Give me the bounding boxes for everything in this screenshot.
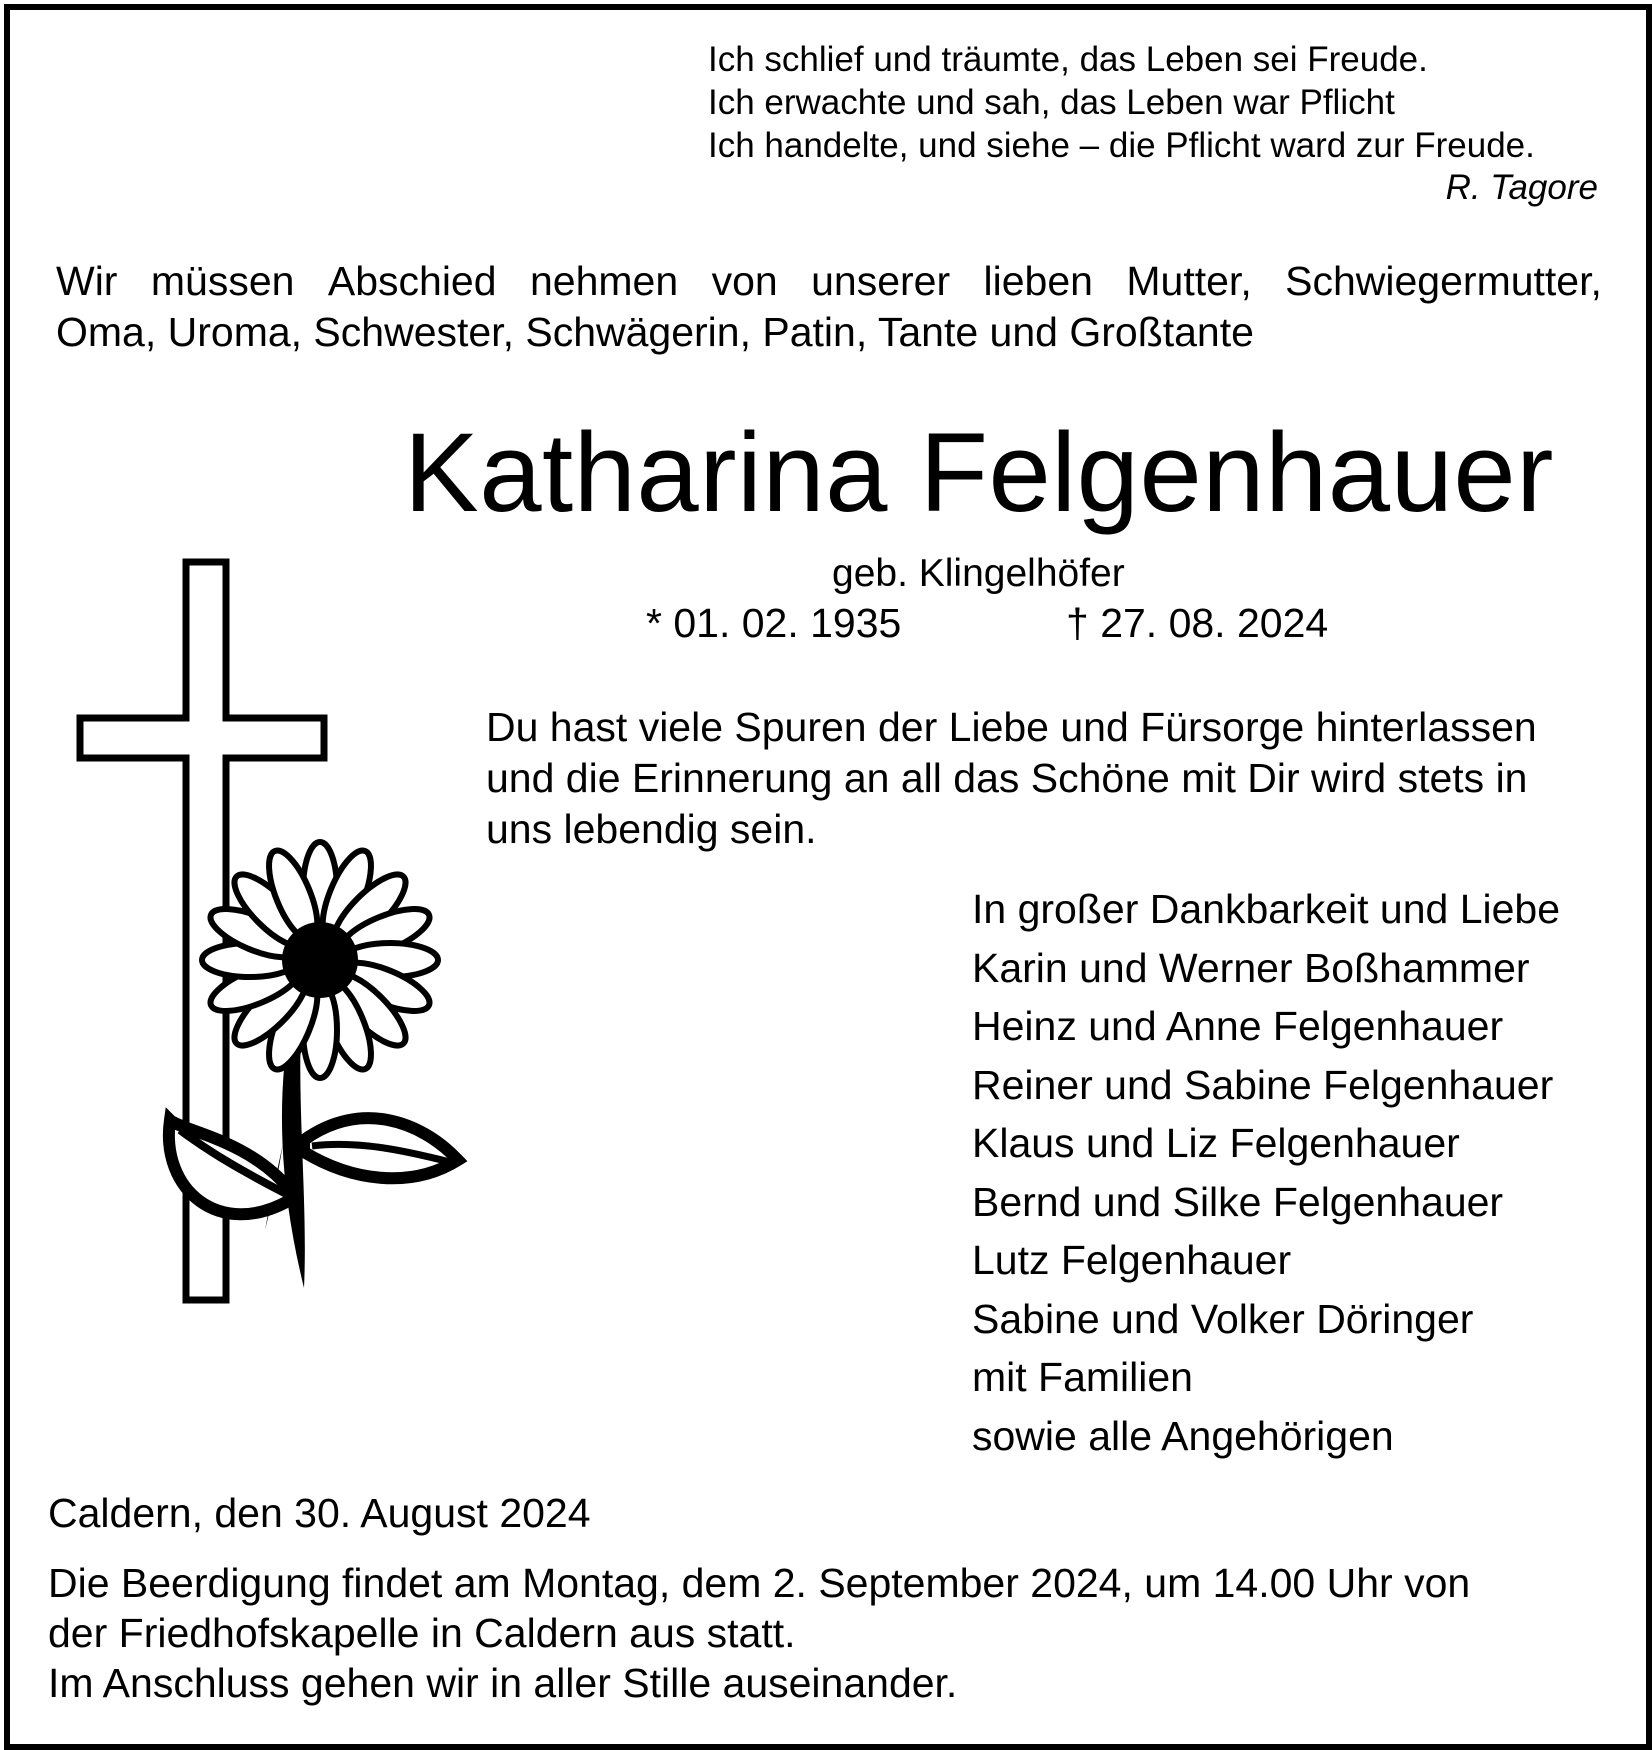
family-line: Klaus und Liz Felgenhauer: [972, 1120, 1460, 1166]
tribute-line: uns lebendig sein.: [486, 806, 817, 852]
tribute-line: Du hast viele Spuren der Liebe und Fürsorge hinterlassen: [486, 704, 1537, 750]
funeral-line: Die Beerdigung findet am Montag, dem 2. September 2024, um 14.00 Uhr von: [48, 1560, 1471, 1606]
family-line: Reiner und Sabine Felgenhauer: [972, 1061, 1554, 1108]
family-line: In großer Dankbarkeit und Liebe: [972, 886, 1561, 932]
intro-word: nehmen: [529, 258, 679, 304]
maiden-name: geb. Klingelhöfer: [832, 552, 1125, 595]
tribute-line: und die Erinnerung an all das Schöne mit Dir wird stets in: [486, 755, 1528, 801]
funeral-line: der Friedhofskapelle in Caldern aus statt.: [48, 1610, 796, 1656]
intro-word: lieben: [983, 258, 1093, 304]
intro-line-2: Oma, Uroma, Schwester, Schwägerin, Patin, Tante und Großtante: [56, 309, 1254, 355]
place-date: Caldern, den 30. August 2024: [48, 1490, 591, 1536]
deceased-name: Katharina Felgenhauer: [404, 410, 1554, 535]
funeral-line: Im Anschluss gehen wir in aller Stille auseinander.: [48, 1660, 958, 1706]
family-line: Heinz und Anne Felgenhauer: [972, 1003, 1504, 1049]
intro-text: [56, 256, 1602, 358]
intro-word: Mutter,: [1126, 258, 1252, 304]
intro-word: müssen: [150, 258, 295, 304]
birth-date: * 01. 02. 1935: [646, 600, 902, 646]
quote-line: Ich erwachte und sah, das Leben war Pflicht: [708, 83, 1395, 122]
family-line: Bernd und Silke Felgenhauer: [972, 1178, 1504, 1225]
family-line: mit Familien: [972, 1354, 1193, 1400]
family-signatures: [972, 880, 1560, 1465]
tribute-text: [486, 702, 1616, 855]
death-date: † 27. 08. 2024: [1066, 600, 1329, 646]
family-line: Sabine und Volker Döringer: [972, 1295, 1474, 1342]
funeral-info: [48, 1558, 1470, 1708]
intro-word: Abschied: [327, 258, 497, 304]
intro-word: Wir: [56, 258, 118, 304]
intro-line-1: [56, 256, 1602, 307]
quote: [708, 38, 1598, 167]
quote-line: Ich handelte, und siehe – die Pflicht ward zur Freude.: [708, 126, 1535, 165]
family-line: sowie alle Angehörigen: [972, 1412, 1394, 1459]
cross-sunflower-artwork: [60, 540, 480, 1310]
quote-line: Ich schlief und träumte, das Leben sei Freude.: [708, 40, 1428, 79]
intro-word: von: [711, 258, 778, 304]
intro-word: unserer: [811, 258, 951, 304]
intro-word: Schwiegermutter,: [1285, 258, 1602, 304]
family-line: Lutz Felgenhauer: [972, 1237, 1292, 1283]
family-line: Karin und Werner Boßhammer: [972, 944, 1530, 991]
quote-author: R. Tagore: [1445, 168, 1598, 207]
